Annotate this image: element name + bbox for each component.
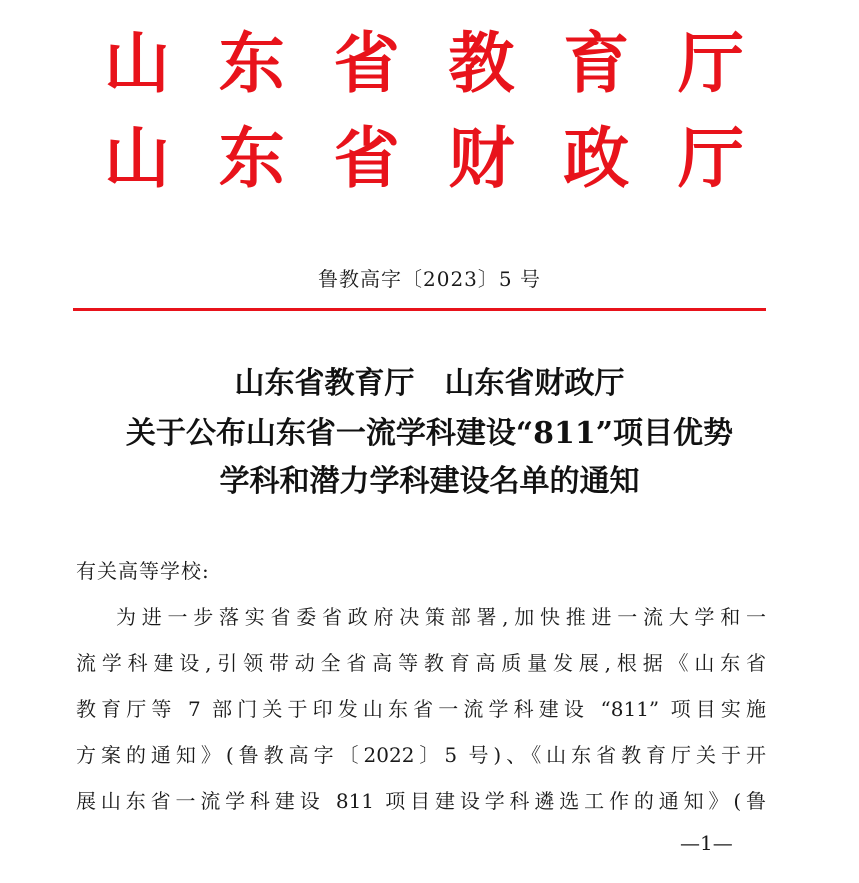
page-number: —1—	[680, 831, 733, 855]
body-text-line: 展山东省一流学科建设 811 项目建设学科遴选工作的通知》(鲁	[76, 789, 766, 813]
body-text-line: 为进一步落实省委省政府决策部署,加快推进一流大学和一	[116, 605, 766, 629]
letterhead-char: 财	[448, 119, 515, 197]
letterhead-char: 政	[563, 119, 630, 197]
letterhead-char: 山	[104, 119, 170, 197]
red-divider-line	[73, 308, 766, 311]
letterhead-finance-department	[104, 119, 744, 197]
letterhead-char: 教	[448, 24, 515, 102]
letterhead-char: 东	[218, 119, 285, 197]
letterhead-char: 厅	[677, 24, 744, 102]
body-text-line: 方案的通知》(鲁教高字〔2022〕5 号)、《山东省教育厅关于开	[76, 743, 766, 767]
letterhead-education-department	[104, 24, 744, 102]
letterhead-char: 育	[563, 24, 630, 102]
body-text-line: 流学科建设,引领带动全省高等教育高质量发展,根据《山东省	[76, 651, 766, 675]
letterhead-char: 东	[218, 24, 285, 102]
letterhead-char: 省	[333, 24, 400, 102]
body-text-line: 教育厅等 7 部门关于印发山东省一流学科建设 “811” 项目实施	[76, 697, 766, 721]
letterhead-char: 厅	[677, 119, 744, 197]
salutation: 有关高等学校:	[76, 559, 210, 583]
title-line-1: 山东省教育厅 山东省财政厅	[234, 366, 625, 401]
title-line-3: 学科和潜力学科建设名单的通知	[219, 464, 640, 499]
letterhead-char: 省	[333, 119, 400, 197]
letterhead-char: 山	[104, 24, 170, 102]
document-number: 鲁教高字〔2023〕5 号	[318, 267, 541, 291]
title-line-2: 关于公布山东省一流学科建设“811”项目优势	[125, 416, 734, 451]
